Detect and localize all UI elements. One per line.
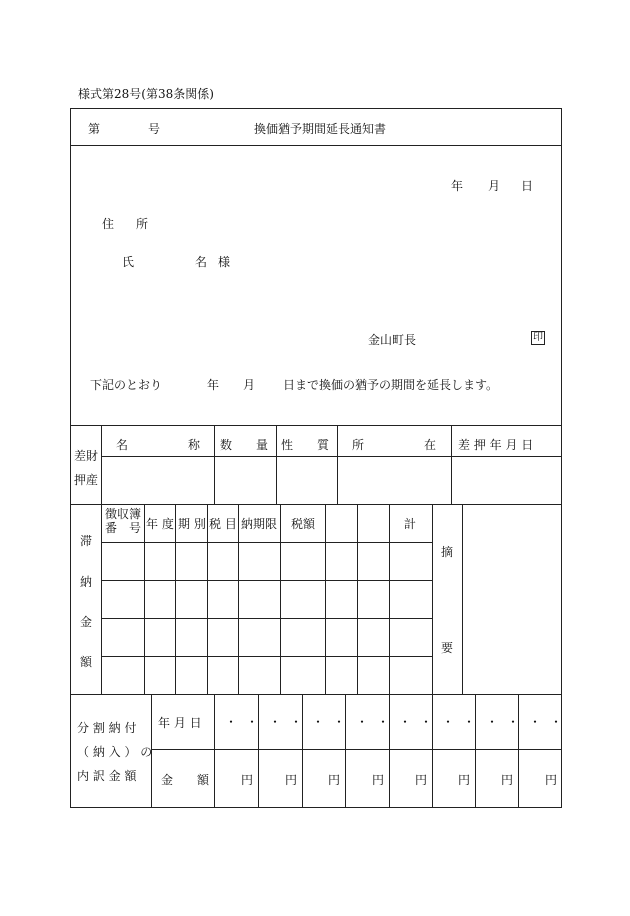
installment-date-cell: ・・ (442, 715, 485, 729)
installment-date-cell: ・・ (486, 715, 529, 729)
installment-yen-cell: 円 (415, 773, 428, 787)
arrears-row-divider (101, 580, 432, 581)
form-id: 様式第28号(第38条関係) (78, 87, 214, 101)
arrears-row-label-4: 額 (80, 655, 93, 669)
installment-row-divider (151, 749, 562, 750)
installment-col-divider (475, 694, 476, 808)
seized-col-name: 名 称 (116, 438, 201, 452)
arrears-col-divider (207, 504, 208, 694)
body-divider (70, 425, 562, 426)
installment-date-cell: ・・ (356, 715, 399, 729)
seized-col-date: 差 押 年 月 日 (458, 438, 534, 452)
arrears-col-divider (357, 504, 358, 694)
installment-yen-cell: 円 (241, 773, 254, 787)
issuer-name: 金山町長 (368, 333, 417, 347)
arrears-col-fiscal-year: 年 度 (146, 517, 174, 531)
installment-col-divider (258, 694, 259, 808)
arrears-col-total: 計 (404, 517, 417, 531)
arrears-label-divider (101, 504, 102, 694)
seized-label-divider (101, 425, 102, 504)
arrears-col-divider (325, 504, 326, 694)
seized-col-divider (214, 425, 215, 504)
arrears-row-divider (101, 618, 432, 619)
arrears-row-label-1: 滞 (80, 534, 93, 548)
installment-date-cell: ・・ (529, 715, 572, 729)
address-label-1: 住 (102, 217, 115, 231)
seized-col-divider (337, 425, 338, 504)
arrears-col-ledger-no: 徴収簿 番 号 (104, 507, 141, 535)
arrears-col-divider (432, 504, 433, 694)
installment-yen-cell: 円 (372, 773, 385, 787)
installment-col-divider (389, 694, 390, 808)
date-day-label: 日 (521, 179, 534, 193)
name-honorific: 様 (218, 255, 231, 269)
arrears-col-divider (144, 504, 145, 694)
installment-yen-cell: 円 (545, 773, 558, 787)
seized-row-label-2: 押産 (74, 473, 99, 487)
arrears-row-label-3: 金 (80, 615, 93, 629)
arrears-row-divider (101, 656, 432, 657)
seized-row-label-1: 差財 (74, 449, 99, 463)
installment-label-line-1: 分 割 納 付 (77, 721, 137, 735)
arrears-row-label-2: 納 (80, 575, 93, 589)
installment-yen-cell: 円 (501, 773, 514, 787)
arrears-col-divider (389, 504, 390, 694)
installment-date-cell: ・・ (269, 715, 312, 729)
seized-col-location: 所 在 (352, 438, 437, 452)
installment-col-divider (345, 694, 346, 808)
number-suffix: 号 (148, 122, 161, 136)
date-month-label: 月 (488, 179, 501, 193)
installment-amount-label: 金 額 (161, 773, 210, 787)
seized-col-divider (276, 425, 277, 504)
header-divider (70, 145, 562, 146)
installment-date-cell: ・・ (312, 715, 355, 729)
arrears-col-due-date: 納期限 (241, 517, 278, 531)
installment-yen-cell: 円 (328, 773, 341, 787)
installment-col-divider (302, 694, 303, 808)
seized-col-quantity: 数 量 (220, 438, 269, 452)
notice-text-2: 日まで換価の猶予の期間を延長します。 (283, 378, 499, 392)
installment-date-cell: ・・ (399, 715, 442, 729)
arrears-col-period: 期 別 (178, 517, 206, 531)
installment-yen-cell: 円 (458, 773, 471, 787)
notice-text-1: 下記のとおり (90, 378, 163, 392)
installment-date-cell: ・・ (225, 715, 268, 729)
installment-col-divider (518, 694, 519, 808)
notice-month-label: 月 (243, 378, 256, 392)
arrears-row-divider (101, 542, 432, 543)
arrears-col-divider (280, 504, 281, 694)
address-label-2: 所 (136, 217, 149, 231)
installment-col-divider (214, 694, 215, 808)
arrears-bottom-divider (70, 694, 562, 695)
installment-col-divider (432, 694, 433, 808)
number-prefix: 第 (88, 122, 101, 136)
installment-yen-cell: 円 (285, 773, 298, 787)
notice-year-label: 年 (207, 378, 220, 392)
name-label-2: 名 (195, 255, 208, 269)
seized-col-nature: 性 質 (281, 438, 330, 452)
arrears-col-divider (462, 504, 463, 694)
installment-label-line-2: （ 納 入 ） の (77, 745, 153, 759)
remarks-label-2: 要 (441, 641, 454, 655)
seal-mark: 印 (533, 332, 543, 343)
document-title: 換価猶予期間延長通知書 (254, 122, 387, 136)
installment-label-line-3: 内 訳 金 額 (77, 769, 137, 783)
seized-col-divider (451, 425, 452, 504)
seized-header-divider (101, 456, 562, 457)
date-year-label: 年 (451, 179, 464, 193)
remarks-label-1: 摘 (441, 545, 454, 559)
arrears-col-tax-amount: 税額 (291, 517, 316, 531)
name-label-1: 氏 (122, 255, 135, 269)
arrears-col-divider (238, 504, 239, 694)
arrears-col-divider (175, 504, 176, 694)
form-frame (70, 108, 562, 808)
installment-date-label: 年 月 日 (158, 716, 202, 730)
arrears-col-tax-item: 税 目 (209, 517, 237, 531)
